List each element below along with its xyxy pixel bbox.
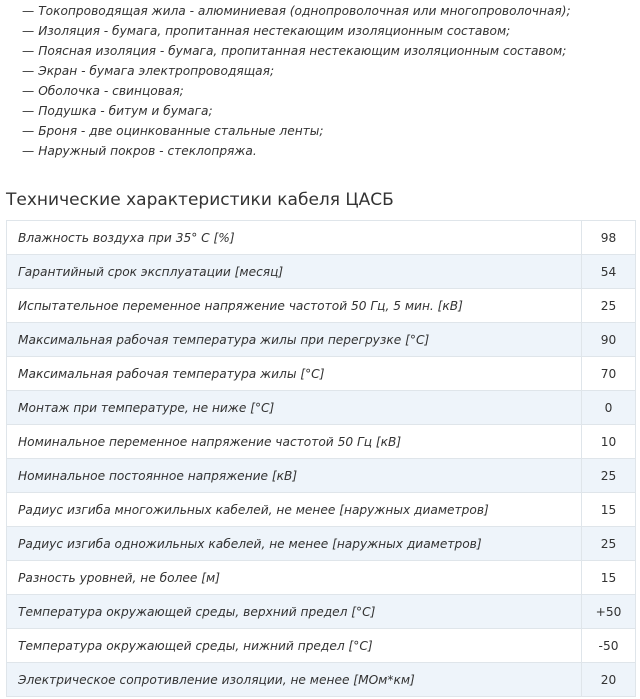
- list-dash: —: [22, 24, 35, 38]
- table-row: [7, 561, 636, 595]
- list-dash: —: [22, 144, 35, 158]
- list-item: [22, 141, 632, 161]
- list-item: [22, 81, 632, 101]
- list-item: [22, 41, 632, 61]
- param-cell: Номинальное переменное напряжение частотой 50 Гц [кВ]: [7, 425, 582, 459]
- cable-construction-list: [22, 1, 632, 161]
- list-item-text: Экран - бумага электропроводящая;: [38, 64, 275, 78]
- value-cell: 25: [582, 289, 636, 323]
- list-item: [22, 1, 632, 21]
- param-cell: Испытательное переменное напряжение частотой 50 Гц, 5 мин. [кВ]: [7, 289, 582, 323]
- value-cell: +50: [582, 595, 636, 629]
- table-row: [7, 323, 636, 357]
- table-row: [7, 663, 636, 697]
- param-cell: Монтаж при температуре, не ниже [°С]: [7, 391, 582, 425]
- table-row: [7, 357, 636, 391]
- table-row: [7, 493, 636, 527]
- table-row: [7, 221, 636, 255]
- list-dash: —: [22, 84, 35, 98]
- value-cell: 15: [582, 561, 636, 595]
- list-item-text: Изоляция - бумага, пропитанная нестекающим изоляционным составом;: [38, 24, 511, 38]
- list-item-text: Токопроводящая жила - алюминиевая (однопроволочная или многопроволочная);: [38, 4, 571, 18]
- list-item: [22, 101, 632, 121]
- value-cell: 25: [582, 527, 636, 561]
- list-dash: —: [22, 124, 35, 138]
- table-row: [7, 459, 636, 493]
- value-cell: 15: [582, 493, 636, 527]
- param-cell: Электрическое сопротивление изоляции, не менее [МОм*км]: [7, 663, 582, 697]
- list-dash: —: [22, 64, 35, 78]
- value-cell: -50: [582, 629, 636, 663]
- table-row: [7, 391, 636, 425]
- section-title: Технические характеристики кабеля ЦАСБ: [6, 190, 394, 210]
- value-cell: 0: [582, 391, 636, 425]
- value-cell: 90: [582, 323, 636, 357]
- list-item-text: Подушка - битум и бумага;: [38, 104, 213, 118]
- list-item-text: Наружный покров - стеклопряжа.: [38, 144, 257, 158]
- specs-table: [6, 220, 636, 697]
- list-item-text: Оболочка - свинцовая;: [38, 84, 184, 98]
- param-cell: Радиус изгиба одножильных кабелей, не менее [наружных диаметров]: [7, 527, 582, 561]
- list-item: [22, 121, 632, 141]
- value-cell: 20: [582, 663, 636, 697]
- list-item: [22, 61, 632, 81]
- list-item-text: Поясная изоляция - бумага, пропитанная нестекающим изоляционным составом;: [38, 44, 567, 58]
- param-cell: Максимальная рабочая температура жилы при перегрузке [°С]: [7, 323, 582, 357]
- list-item: [22, 21, 632, 41]
- param-cell: Влажность воздуха при 35° С [%]: [7, 221, 582, 255]
- table-row: [7, 425, 636, 459]
- param-cell: Номинальное постоянное напряжение [кВ]: [7, 459, 582, 493]
- value-cell: 25: [582, 459, 636, 493]
- list-dash: —: [22, 104, 35, 118]
- param-cell: Радиус изгиба многожильных кабелей, не менее [наружных диаметров]: [7, 493, 582, 527]
- param-cell: Разность уровней, не более [м]: [7, 561, 582, 595]
- list-dash: —: [22, 4, 35, 18]
- value-cell: 10: [582, 425, 636, 459]
- value-cell: 70: [582, 357, 636, 391]
- value-cell: 54: [582, 255, 636, 289]
- value-cell: 98: [582, 221, 636, 255]
- table-row: [7, 255, 636, 289]
- table-row: [7, 289, 636, 323]
- list-dash: —: [22, 44, 35, 58]
- list-item-text: Броня - две оцинкованные стальные ленты;: [38, 124, 324, 138]
- param-cell: Максимальная рабочая температура жилы [°С]: [7, 357, 582, 391]
- param-cell: Температура окружающей среды, верхний предел [°С]: [7, 595, 582, 629]
- table-row: [7, 595, 636, 629]
- table-row: [7, 629, 636, 663]
- param-cell: Гарантийный срок эксплуатации [месяц]: [7, 255, 582, 289]
- param-cell: Температура окружающей среды, нижний предел [°С]: [7, 629, 582, 663]
- table-row: [7, 527, 636, 561]
